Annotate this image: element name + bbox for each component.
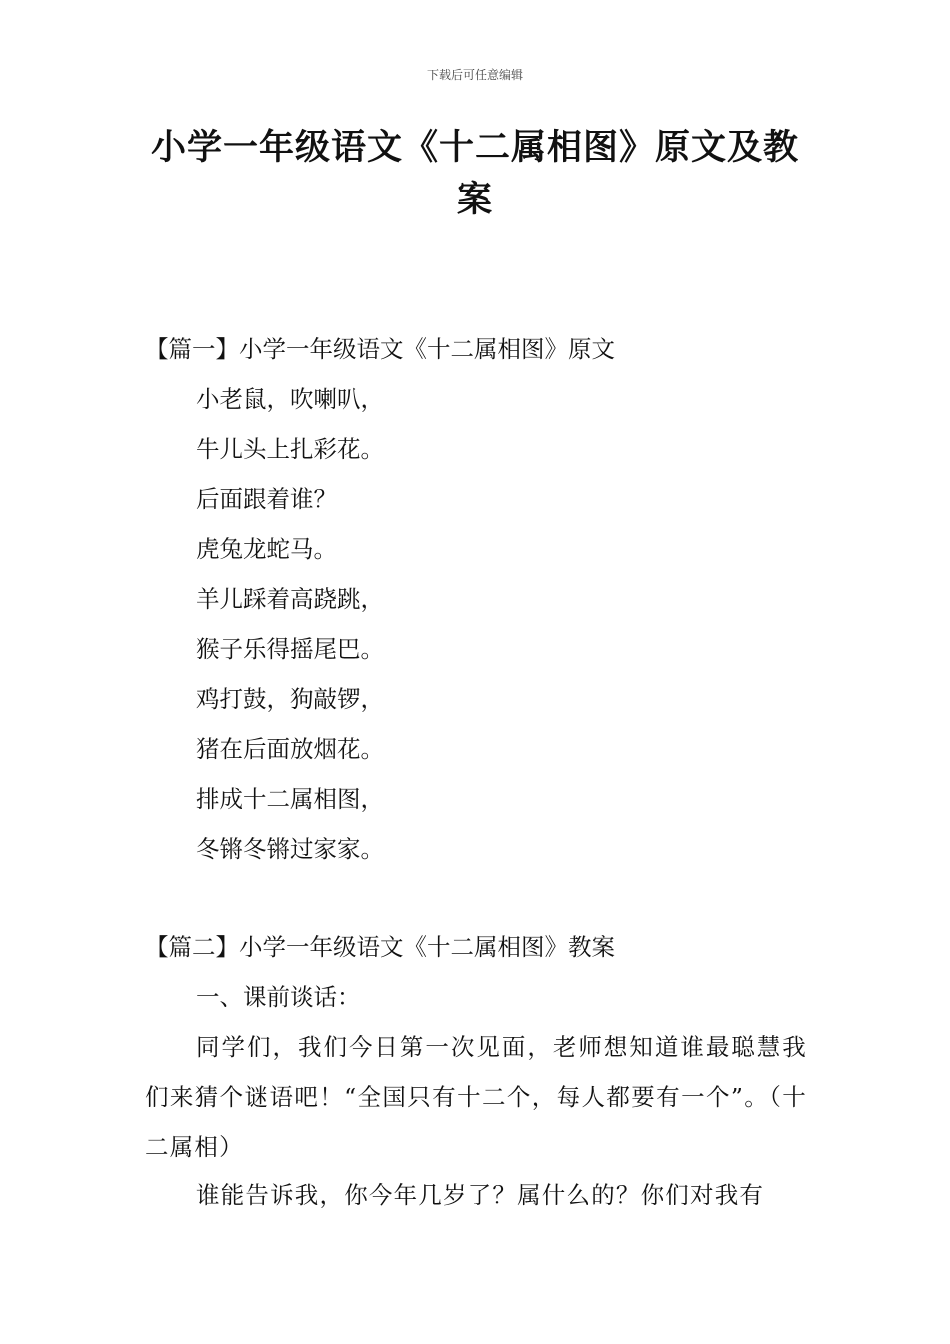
poem-line: 后面跟着谁？ bbox=[196, 485, 337, 513]
paragraph: 同学们，我们今日第一次见面，老师想知道谁最聪慧我们来猜个谜语吧！“全国只有十二个，每人都要有一个”。（十二属相） bbox=[145, 1033, 807, 1161]
paragraph: 谁能告诉我，你今年几岁了？属什么的？你们对我有 bbox=[196, 1181, 765, 1209]
poem-line: 小老鼠，吹喇叭， bbox=[196, 385, 384, 413]
poem-line: 鸡打鼓，狗敲锣， bbox=[196, 685, 384, 713]
poem-line: 猴子乐得摇尾巴。 bbox=[196, 635, 384, 663]
page-title: 小学一年级语文《十二属相图》原文及教案 bbox=[150, 128, 799, 220]
section-heading-2: 【篇二】小学一年级语文《十二属相图》教案 bbox=[145, 933, 615, 961]
poem-line: 羊儿踩着高跷跳， bbox=[196, 585, 384, 613]
poem-line: 冬锵冬锵过家家。 bbox=[196, 835, 384, 863]
poem bbox=[196, 374, 384, 874]
lesson-step-heading: 一、课前谈话： bbox=[196, 983, 361, 1011]
header-note: 下载后可任意编辑 bbox=[426, 68, 523, 82]
poem-line: 排成十二属相图， bbox=[196, 785, 384, 813]
poem-line: 猪在后面放烟花。 bbox=[196, 735, 384, 763]
poem-line: 虎兔龙蛇马。 bbox=[196, 535, 337, 563]
section-heading-1: 【篇一】小学一年级语文《十二属相图》原文 bbox=[145, 335, 615, 363]
poem-line: 牛儿头上扎彩花。 bbox=[196, 435, 384, 463]
